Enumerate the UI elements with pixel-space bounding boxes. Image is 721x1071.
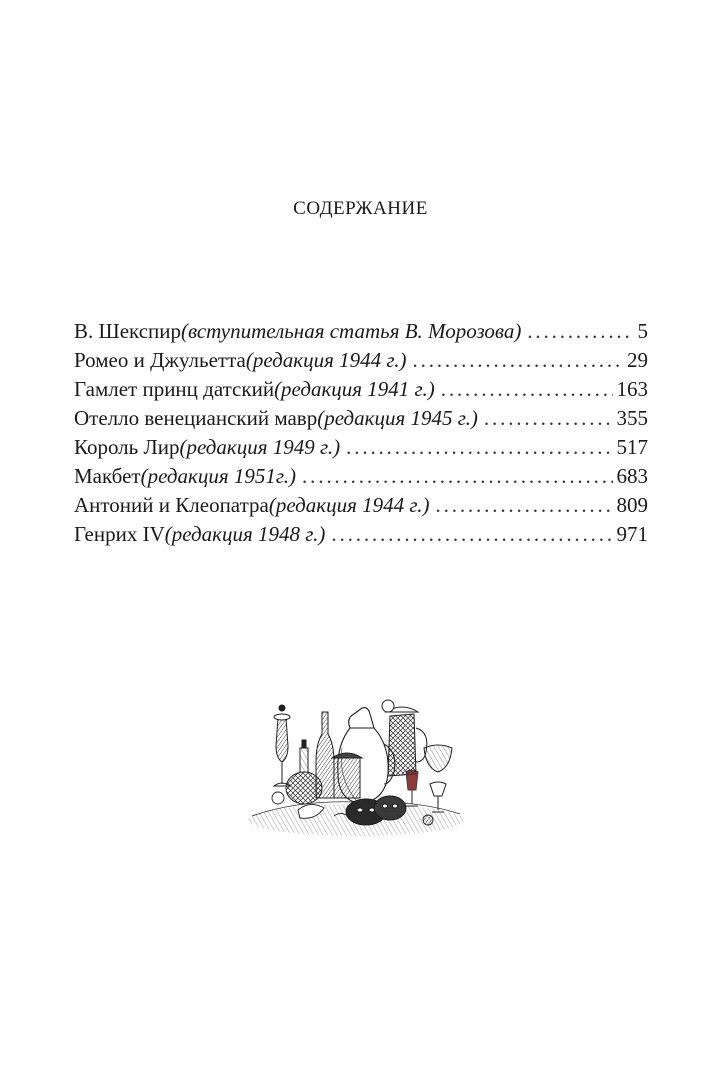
toc-entry[interactable] <box>74 522 648 551</box>
toc-entry-title: Король Лир <box>74 435 180 459</box>
toc-entry-title: В. Шекспир <box>74 319 181 343</box>
dot-leader <box>346 435 612 460</box>
contents-heading: СОДЕРЖАНИЕ <box>293 198 428 219</box>
toc-entry-note: (редакция 1948 г.) <box>164 522 326 546</box>
dot-leader <box>484 406 613 431</box>
toc-entry-page: 971 <box>616 522 648 546</box>
toc-entry[interactable] <box>74 348 648 377</box>
toc-entry-page: 355 <box>616 406 648 430</box>
toc-entry-title: Отелло венецианский мавр <box>74 406 318 430</box>
tall-bottle <box>316 712 334 798</box>
toc-entry-note: (редакция 1941 г.) <box>274 377 435 401</box>
goblet-left <box>274 705 290 786</box>
dot-leader <box>331 522 612 547</box>
toc-entry-page: 683 <box>616 464 648 488</box>
toc-entry-note: (редакция 1951г.) <box>140 464 297 488</box>
dot-leader <box>413 348 624 373</box>
still-life-vignette <box>238 688 470 840</box>
toc-entry-note: (редакция 1944 г.) <box>268 493 430 517</box>
toc-entry[interactable] <box>74 464 648 493</box>
tankard <box>382 700 427 776</box>
dot-leader <box>302 464 612 489</box>
dot-leader <box>441 377 613 402</box>
toc-entry[interactable] <box>74 435 648 464</box>
table-of-contents <box>74 319 648 551</box>
toc-entry-title: Ромео и Джульетта <box>74 348 246 372</box>
toc-entry[interactable] <box>74 319 648 348</box>
toc-entry-page: 163 <box>616 377 648 401</box>
toc-entry-page: 809 <box>616 493 648 517</box>
dot-leader <box>527 319 633 344</box>
toc-entry-page: 29 <box>627 348 648 372</box>
toc-entry[interactable] <box>74 377 648 406</box>
dot-leader <box>436 493 613 518</box>
toc-entry-title: Генрих IV <box>74 522 165 546</box>
toc-entry-note: (редакция 1944 г.) <box>245 348 407 372</box>
toc-entry-title: Антоний и Клеопатра <box>74 493 269 517</box>
lidded-vessel <box>332 753 362 798</box>
toc-entry-page: 517 <box>616 435 648 459</box>
toc-entry-note: (редакция 1945 г.) <box>317 406 478 430</box>
toc-entry[interactable] <box>74 406 648 435</box>
toc-entry-title: Макбет <box>74 464 141 488</box>
toc-entry-note: (редакция 1949 г.) <box>179 435 341 459</box>
toc-entry-page: 5 <box>637 319 648 343</box>
toc-entry-title: Гамлет принц датский <box>74 377 275 401</box>
toc-entry-note: (вступительная статья В. Морозова) <box>181 319 522 343</box>
toc-entry[interactable] <box>74 493 648 522</box>
